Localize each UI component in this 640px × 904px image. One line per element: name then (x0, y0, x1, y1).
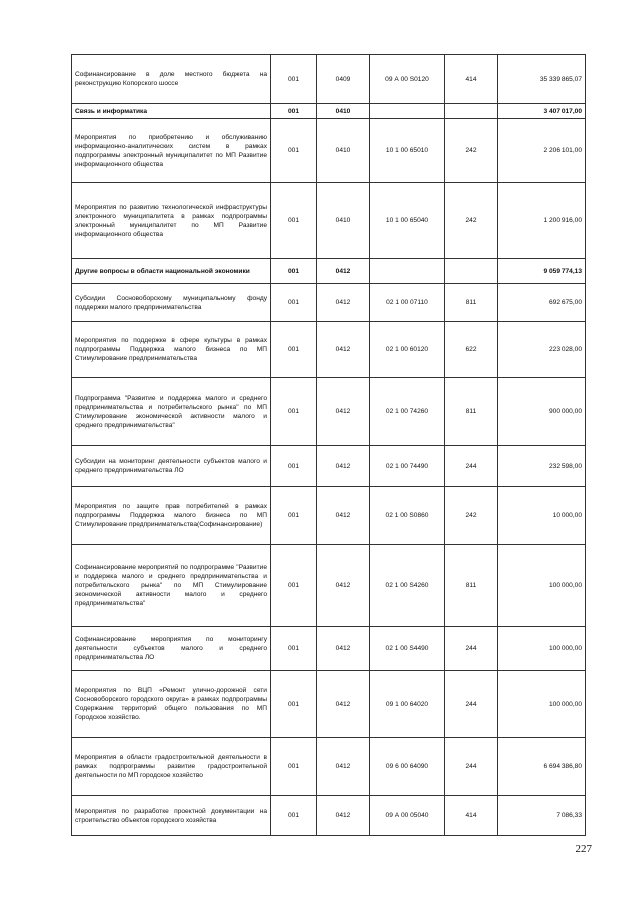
row-ved: 001 (271, 183, 317, 259)
row-razdel: 0410 (317, 183, 370, 259)
row-name: Мероприятия по защите прав потребителей в рамках подпрограммы Поддержка малого бизнеса по МП Стимулирование предпринимательства(Софинансирование) (72, 487, 271, 545)
row-name: Субсидии на мониторинг деятельности субъектов малого и среднего предпринимательства ЛО (72, 446, 271, 487)
row-name: Софинансирование мероприятия по мониторингу деятельности субъектов малого и среднего предпринимательства ЛО (72, 627, 271, 671)
row-ved: 001 (271, 104, 317, 119)
row-name: Связь и информатика (72, 104, 271, 119)
row-vr: 811 (445, 284, 498, 322)
row-razdel: 0412 (317, 796, 370, 836)
row-name: Мероприятия по поддержке в сфере культуры в рамках подпрограммы Поддержка малого бизнеса по МП Стимулирование предпринимательства (72, 322, 271, 378)
row-csr (370, 104, 445, 119)
row-vr: 414 (445, 796, 498, 836)
row-csr: 10 1 00 65040 (370, 183, 445, 259)
table-row (72, 738, 586, 796)
row-name: Мероприятия по ВЦП «Ремонт улично-дорожной сети Сосновоборского городского округа» в рамках подпрограммы Содержание территорий общего пользования по МП Городское хозяйство. (72, 671, 271, 738)
row-razdel: 0412 (317, 545, 370, 627)
row-vr: 242 (445, 487, 498, 545)
row-vr: 244 (445, 671, 498, 738)
row-sum: 1 200 916,00 (498, 183, 586, 259)
table-row (72, 796, 586, 836)
row-csr: 02 1 00 S4260 (370, 545, 445, 627)
row-razdel: 0412 (317, 259, 370, 284)
row-csr: 02 1 00 S4490 (370, 627, 445, 671)
row-sum: 223 028,00 (498, 322, 586, 378)
row-sum: 100 000,00 (498, 627, 586, 671)
row-sum: 900 000,00 (498, 378, 586, 446)
table-row (72, 545, 586, 627)
table-row (72, 378, 586, 446)
table-row (72, 119, 586, 183)
row-ved: 001 (271, 738, 317, 796)
row-name: Другие вопросы в области национальной экономики (72, 259, 271, 284)
row-razdel: 0412 (317, 627, 370, 671)
row-name: Мероприятия по развитию технологической инфраструктуры электронного муниципалитета в рамках подпрограммы электронный муниципалитет по МП Развитие информационного общества (72, 183, 271, 259)
row-vr: 414 (445, 55, 498, 104)
row-vr: 811 (445, 545, 498, 627)
table-row (72, 259, 586, 284)
row-sum: 232 598,00 (498, 446, 586, 487)
row-sum: 6 694 386,80 (498, 738, 586, 796)
table-row (72, 284, 586, 322)
row-sum: 10 000,00 (498, 487, 586, 545)
row-csr: 02 1 00 74490 (370, 446, 445, 487)
row-ved: 001 (271, 322, 317, 378)
row-sum: 2 206 101,00 (498, 119, 586, 183)
row-csr: 09 6 00 64090 (370, 738, 445, 796)
row-vr: 811 (445, 378, 498, 446)
row-razdel: 0412 (317, 671, 370, 738)
row-ved: 001 (271, 487, 317, 545)
table-row (72, 183, 586, 259)
row-csr: 09 А 00 S0120 (370, 55, 445, 104)
row-razdel: 0412 (317, 284, 370, 322)
row-sum: 100 000,00 (498, 671, 586, 738)
row-vr: 244 (445, 446, 498, 487)
row-sum: 7 086,33 (498, 796, 586, 836)
row-ved: 001 (271, 796, 317, 836)
row-csr: 02 1 00 07110 (370, 284, 445, 322)
row-razdel: 0410 (317, 119, 370, 183)
row-sum: 100 000,00 (498, 545, 586, 627)
budget-table (71, 54, 586, 836)
row-ved: 001 (271, 378, 317, 446)
table-row (72, 446, 586, 487)
row-vr: 244 (445, 738, 498, 796)
row-csr: 09 1 00 64020 (370, 671, 445, 738)
row-razdel: 0412 (317, 322, 370, 378)
row-razdel: 0412 (317, 446, 370, 487)
row-ved: 001 (271, 284, 317, 322)
row-name: Мероприятия по приобретению и обслуживанию информационно-аналитических систем в рамках подпрограммы электронный муниципалитет по МП Развитие информационного общества (72, 119, 271, 183)
row-ved: 001 (271, 55, 317, 104)
row-vr: 242 (445, 183, 498, 259)
row-razdel: 0409 (317, 55, 370, 104)
page-number: 227 (575, 843, 592, 855)
row-name: Софинансирование в доле местного бюджета на реконструкцию Копорского шоссе (72, 55, 271, 104)
row-csr: 02 1 00 74260 (370, 378, 445, 446)
row-ved: 001 (271, 671, 317, 738)
row-name: Подпрограмма "Развитие и поддержка малого и среднего предпринимательства и потребительского рынка" по МП Стимулирование экономической активности малого и среднего предпринимательства" (72, 378, 271, 446)
row-ved: 001 (271, 545, 317, 627)
table-row (72, 322, 586, 378)
row-name: Софинансирование мероприятий по подпрограмме "Развитие и поддержка малого и среднего предпринимательства и потребительского рынка" по МП Стимулирование экономической активности малого и среднего предпринимательства" (72, 545, 271, 627)
row-ved: 001 (271, 119, 317, 183)
row-vr: 242 (445, 119, 498, 183)
row-csr: 02 1 00 S0860 (370, 487, 445, 545)
row-vr: 622 (445, 322, 498, 378)
table-row (72, 671, 586, 738)
row-sum: 3 407 017,00 (498, 104, 586, 119)
row-sum: 692 675,00 (498, 284, 586, 322)
table-row (72, 487, 586, 545)
row-csr (370, 259, 445, 284)
row-name: Мероприятия в области градостроительной деятельности в рамках подпрограммы развитие градостроительной деятельности по МП городское хозяйство (72, 738, 271, 796)
row-razdel: 0410 (317, 104, 370, 119)
row-vr (445, 259, 498, 284)
row-razdel: 0412 (317, 378, 370, 446)
row-name: Субсидии Сосновоборскому муниципальному фонду поддержки малого предпринимательства (72, 284, 271, 322)
row-razdel: 0412 (317, 738, 370, 796)
row-razdel: 0412 (317, 487, 370, 545)
table-row (72, 55, 586, 104)
row-ved: 001 (271, 446, 317, 487)
row-csr: 10 1 00 65010 (370, 119, 445, 183)
row-csr: 02 1 00 60120 (370, 322, 445, 378)
row-vr (445, 104, 498, 119)
row-sum: 35 339 865,07 (498, 55, 586, 104)
row-ved: 001 (271, 627, 317, 671)
table-row (72, 627, 586, 671)
row-name: Мероприятия по разработке проектной документации на строительство объектов городского хозяйства (72, 796, 271, 836)
row-vr: 244 (445, 627, 498, 671)
row-sum: 9 059 774,13 (498, 259, 586, 284)
row-ved: 001 (271, 259, 317, 284)
table-row (72, 104, 586, 119)
row-csr: 09 А 00 05040 (370, 796, 445, 836)
